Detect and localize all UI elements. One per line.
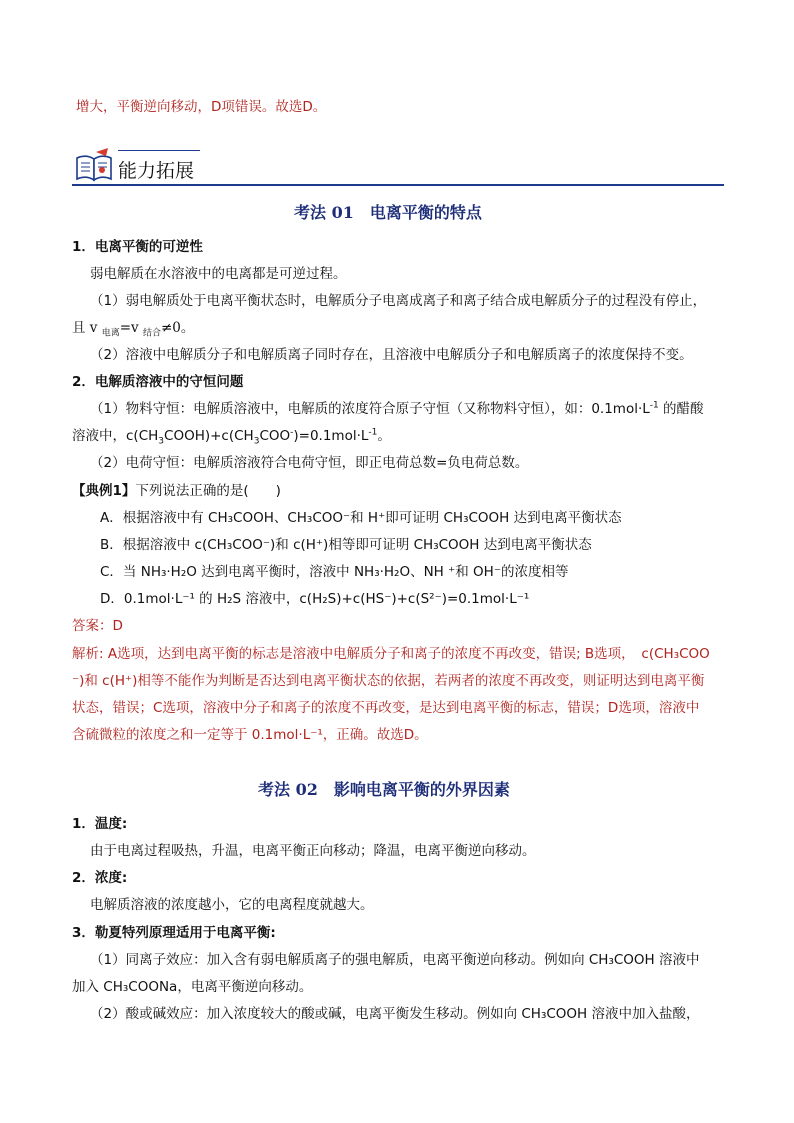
paragraph: （2）电荷守恒：电解质溶液符合电荷守恒，即正电荷总数=负电荷总数。: [90, 455, 529, 471]
open-book-icon: [74, 148, 114, 184]
banner-underline: [72, 184, 724, 186]
analysis-line: 状态，错误；C选项，溶液中分子和离子的浓度不再改变，是达到电离平衡的标志，错误；D选项，溶液中: [72, 700, 700, 716]
analysis-line: 含硫微粒的浓度之和一定等于 0.1mol·L⁻¹，正确。故选D。: [72, 727, 428, 743]
paragraph: 加入 CH₃COONa，电离平衡逆向移动。: [72, 979, 313, 995]
section-title-1: 考法 01 电离平衡的特点: [294, 203, 482, 222]
heading-conservation: 2．电解质溶液中的守恒问题: [72, 374, 244, 390]
paragraph: 弱电解质在水溶液中的电离都是可逆过程。: [90, 266, 347, 282]
heading-temperature: 1．温度:: [72, 816, 128, 832]
material-balance-equation: 溶液中，$c(CH_3COOH)+c(CH_3COO^-)=0.1mol\cdot L^{-1}$。: [72, 427, 391, 447]
paragraph: 电解质溶液的浓度越小，它的电离程度就越大。: [90, 897, 374, 913]
example-question: 【典例1】下列说法正确的是( ): [72, 483, 281, 499]
analysis-line: ⁻)和 c(H⁺)相等不能作为判断是否达到电离平衡状态的依据，若两者的浓度不再改变，则证明达到电离平衡: [72, 673, 705, 689]
heading-le-chatelier: 3．勒夏特列原理适用于电离平衡:: [72, 925, 276, 941]
banner-top-rule: [118, 150, 200, 151]
banner-title: 能力拓展: [118, 160, 195, 182]
section-title-2: 考法 02 影响电离平衡的外界因素: [258, 780, 510, 799]
paragraph: （2）溶液中电解质分子和电解质离子同时存在，且溶液中电解质分子和电解质离子的浓度保持不变。: [90, 347, 693, 363]
continuation-line: 增大，平衡逆向移动，D项错误。故选D。: [76, 99, 327, 115]
option-b: B．根据溶液中 c(CH₃COO⁻)和 c(H⁺)相等即可证明 CH₃COOH 达到电离平衡状态: [100, 537, 592, 553]
option-c: C．当 NH₃·H₂O 达到电离平衡时，溶液中 NH₃·H₂O、NH ⁺和 OH⁻的浓度相等: [100, 564, 569, 580]
option-a: A．根据溶液中有 CH₃COOH、CH₃COO⁻和 H⁺即可证明 CH₃COOH 达到电离平衡状态: [100, 510, 622, 526]
heading-reversibility: 1．电离平衡的可逆性: [72, 239, 203, 255]
paragraph: （1）弱电解质处于电离平衡状态时，电解质分子电离成离子和离子结合成电解质分子的过程没有停止，: [90, 293, 707, 309]
paragraph: （1）物料守恒：电解质溶液中，电解质的浓度符合原子守恒（又称物料守恒），如：$0.1mol\cdot L^{-1}$ 的醋酸: [90, 400, 704, 417]
option-d: D．0.1mol·L⁻¹ 的 H₂S 溶液中，c(H₂S)+c(HS⁻)+c(S²⁻)=0.1mol·L⁻¹: [100, 591, 530, 607]
answer: 答案：D: [72, 618, 123, 634]
paragraph: （2）酸或碱效应：加入浓度较大的酸或碱，电离平衡发生移动。例如向 CH₃COOH 溶液中加入盐酸，: [90, 1006, 700, 1022]
heading-concentration: 2．浓度:: [72, 870, 128, 886]
paragraph: （1）同离子效应：加入含有弱电解质离子的强电解质，电离平衡逆向移动。例如向 CH₃COOH 溶液中: [90, 952, 700, 968]
analysis-line: 解析: A选项，达到电离平衡的标志是溶液中电解质分子和离子的浓度不再改变，错误; B选项， c(CH₃COO: [72, 646, 710, 662]
paragraph: 由于电离过程吸热，升温，电离平衡正向移动；降温，电离平衡逆向移动。: [90, 843, 536, 859]
rate-equation: 且 v $_{电离}$=v $_{结合}$≠0。: [72, 320, 195, 339]
